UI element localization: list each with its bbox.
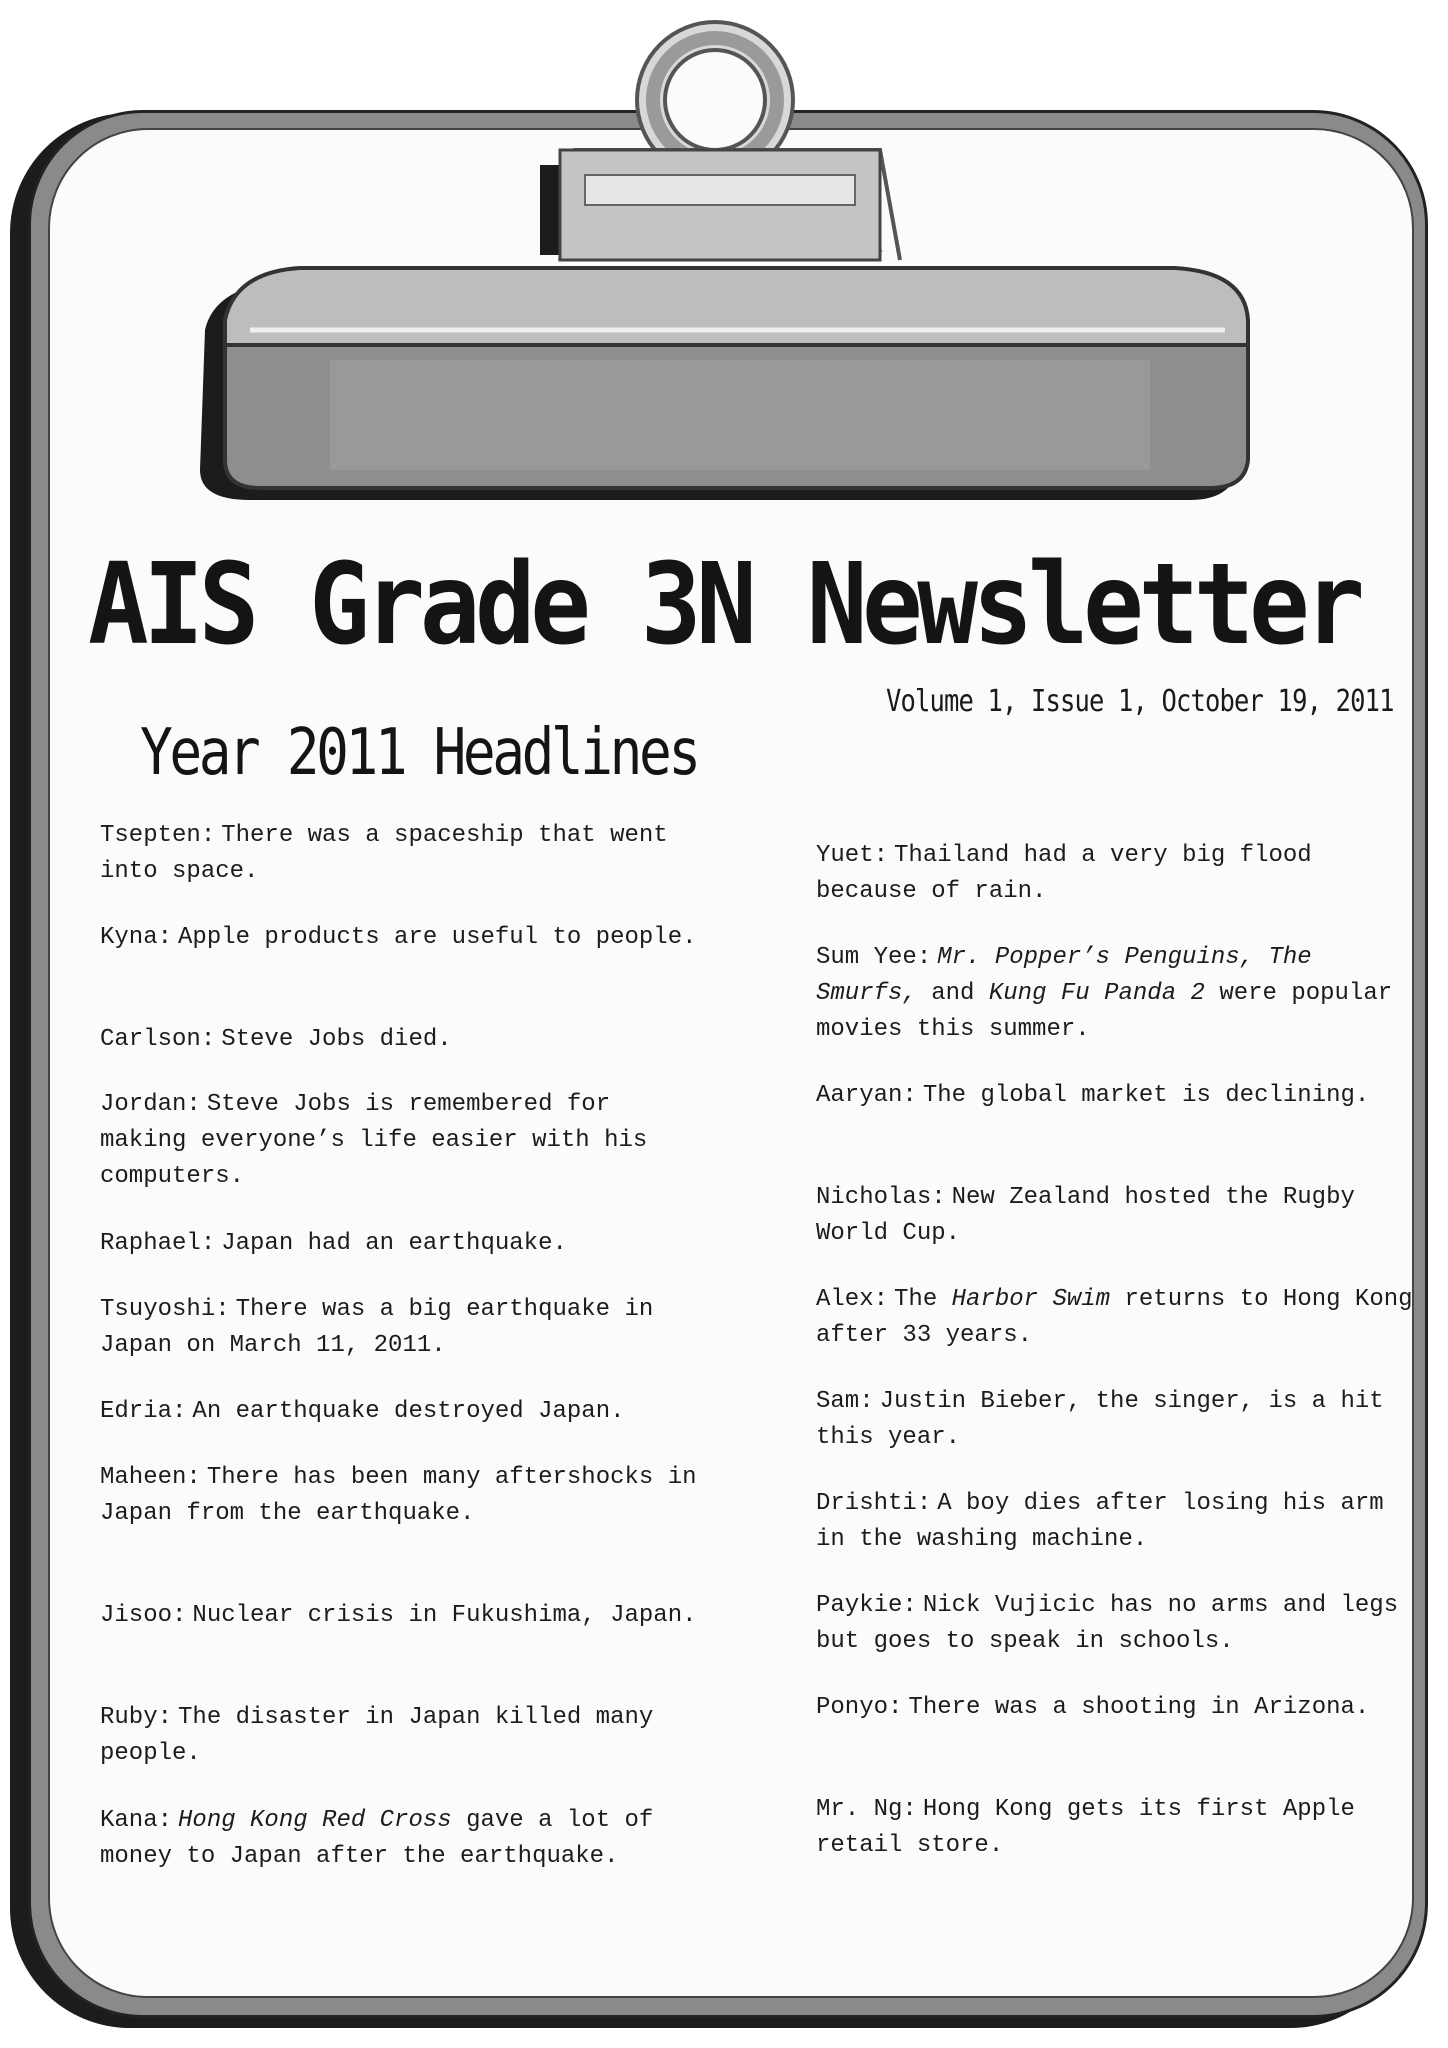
- headline-text: and: [931, 980, 975, 1007]
- headline-item: [816, 1588, 1416, 1660]
- student-name: Tsuyoshi:: [100, 1296, 230, 1323]
- student-name: Paykie:: [816, 1592, 917, 1619]
- headline-item: [100, 1700, 700, 1772]
- headline-text: There has been many aftershocks in Japan from the earthquake.: [100, 1464, 697, 1527]
- student-name: Ponyo:: [816, 1694, 903, 1721]
- student-name: Nicholas:: [816, 1184, 946, 1211]
- section-title: Year 2011 Headlines: [140, 716, 698, 790]
- student-name: Aaryan:: [816, 1082, 917, 1109]
- headline-item: [100, 1598, 700, 1634]
- headline-text: The disaster in Japan killed many people.: [100, 1704, 654, 1767]
- headline-item: [816, 838, 1416, 910]
- headline-text: New Zealand hosted the Rugby World Cup.: [816, 1184, 1355, 1247]
- issue-info: Volume 1, Issue 1, October 19, 2011: [886, 684, 1394, 719]
- student-name: Jordan:: [100, 1091, 201, 1118]
- student-name: Kyna:: [100, 924, 173, 951]
- headline-text: Nick Vujicic has no arms and legs but goes to speak in schools.: [816, 1592, 1399, 1655]
- headline-item: [100, 1292, 700, 1364]
- headline-text: The: [894, 1286, 938, 1313]
- student-name: Ruby:: [100, 1704, 173, 1731]
- headline-text: An earthquake destroyed Japan.: [192, 1398, 625, 1425]
- headline-text: A boy dies after losing his arm in the washing machine.: [816, 1490, 1384, 1553]
- headline-item: [816, 1078, 1416, 1114]
- student-name: Mr. Ng:: [816, 1796, 917, 1823]
- headline-item: [100, 818, 700, 890]
- headline-text: There was a shooting in Arizona.: [908, 1694, 1370, 1721]
- student-name: Alex:: [816, 1286, 889, 1313]
- headline-text: Justin Bieber, the singer, is a hit this year.: [816, 1388, 1384, 1451]
- headline-item: [816, 1384, 1416, 1456]
- movie-title: Kung Fu Panda 2: [988, 980, 1205, 1007]
- headline-text: Steve Jobs is remembered for making everyone’s life easier with his computers.: [100, 1091, 648, 1190]
- headline-text: There was a big earthquake in Japan on March 11, 2011.: [100, 1296, 654, 1359]
- student-name: Kana:: [100, 1807, 173, 1834]
- headline-item: [100, 1394, 700, 1430]
- headline-item: [100, 1803, 700, 1875]
- headline-item: [816, 1486, 1416, 1558]
- headline-item: [100, 1226, 700, 1262]
- student-name: Sam:: [816, 1388, 874, 1415]
- student-name: Maheen:: [100, 1464, 201, 1491]
- headline-item: [816, 1282, 1416, 1354]
- student-name: Carlson:: [100, 1026, 216, 1053]
- newsletter-title: AIS Grade 3N Newsletter: [88, 540, 1360, 670]
- headline-item: [100, 1022, 700, 1058]
- movie-titles: Mr. Popper’s Penguins, The Smurfs,: [816, 944, 1312, 1007]
- headline-text: There was a spaceship that went into space.: [100, 822, 668, 885]
- headline-item: [100, 920, 700, 956]
- headline-text: Thailand had a very big flood because of rain.: [816, 842, 1312, 905]
- headline-item: [100, 1460, 700, 1532]
- event-name: Harbor Swim: [951, 1286, 1111, 1313]
- student-name: Tsepten:: [100, 822, 216, 849]
- headline-text: returns to Hong Kong after 33 years.: [816, 1286, 1413, 1349]
- headline-item: [816, 940, 1416, 1048]
- headline-text: Hong Kong gets its first Apple retail store.: [816, 1796, 1355, 1859]
- student-name: Edria:: [100, 1398, 187, 1425]
- headline-text: were popular movies this summer.: [816, 980, 1393, 1043]
- headline-item: [816, 1690, 1416, 1726]
- headline-item: [100, 1087, 700, 1195]
- headline-text: gave a lot of money to Japan after the earthquake.: [100, 1807, 654, 1870]
- headline-text: Apple products are useful to people.: [178, 924, 697, 951]
- student-name: Yuet:: [816, 842, 889, 869]
- headline-text: Nuclear crisis in Fukushima, Japan.: [192, 1602, 697, 1629]
- student-name: Raphael:: [100, 1230, 216, 1257]
- student-name: Jisoo:: [100, 1602, 187, 1629]
- student-name: Drishti:: [816, 1490, 932, 1517]
- headline-text: Steve Jobs died.: [221, 1026, 452, 1053]
- student-name: Sum Yee:: [816, 944, 932, 971]
- headline-text: The global market is declining.: [922, 1082, 1370, 1109]
- headline-item: [816, 1180, 1416, 1252]
- organization-name: Hong Kong Red Cross: [178, 1807, 452, 1834]
- headline-text: Japan had an earthquake.: [221, 1230, 567, 1257]
- headline-item: [816, 1792, 1416, 1864]
